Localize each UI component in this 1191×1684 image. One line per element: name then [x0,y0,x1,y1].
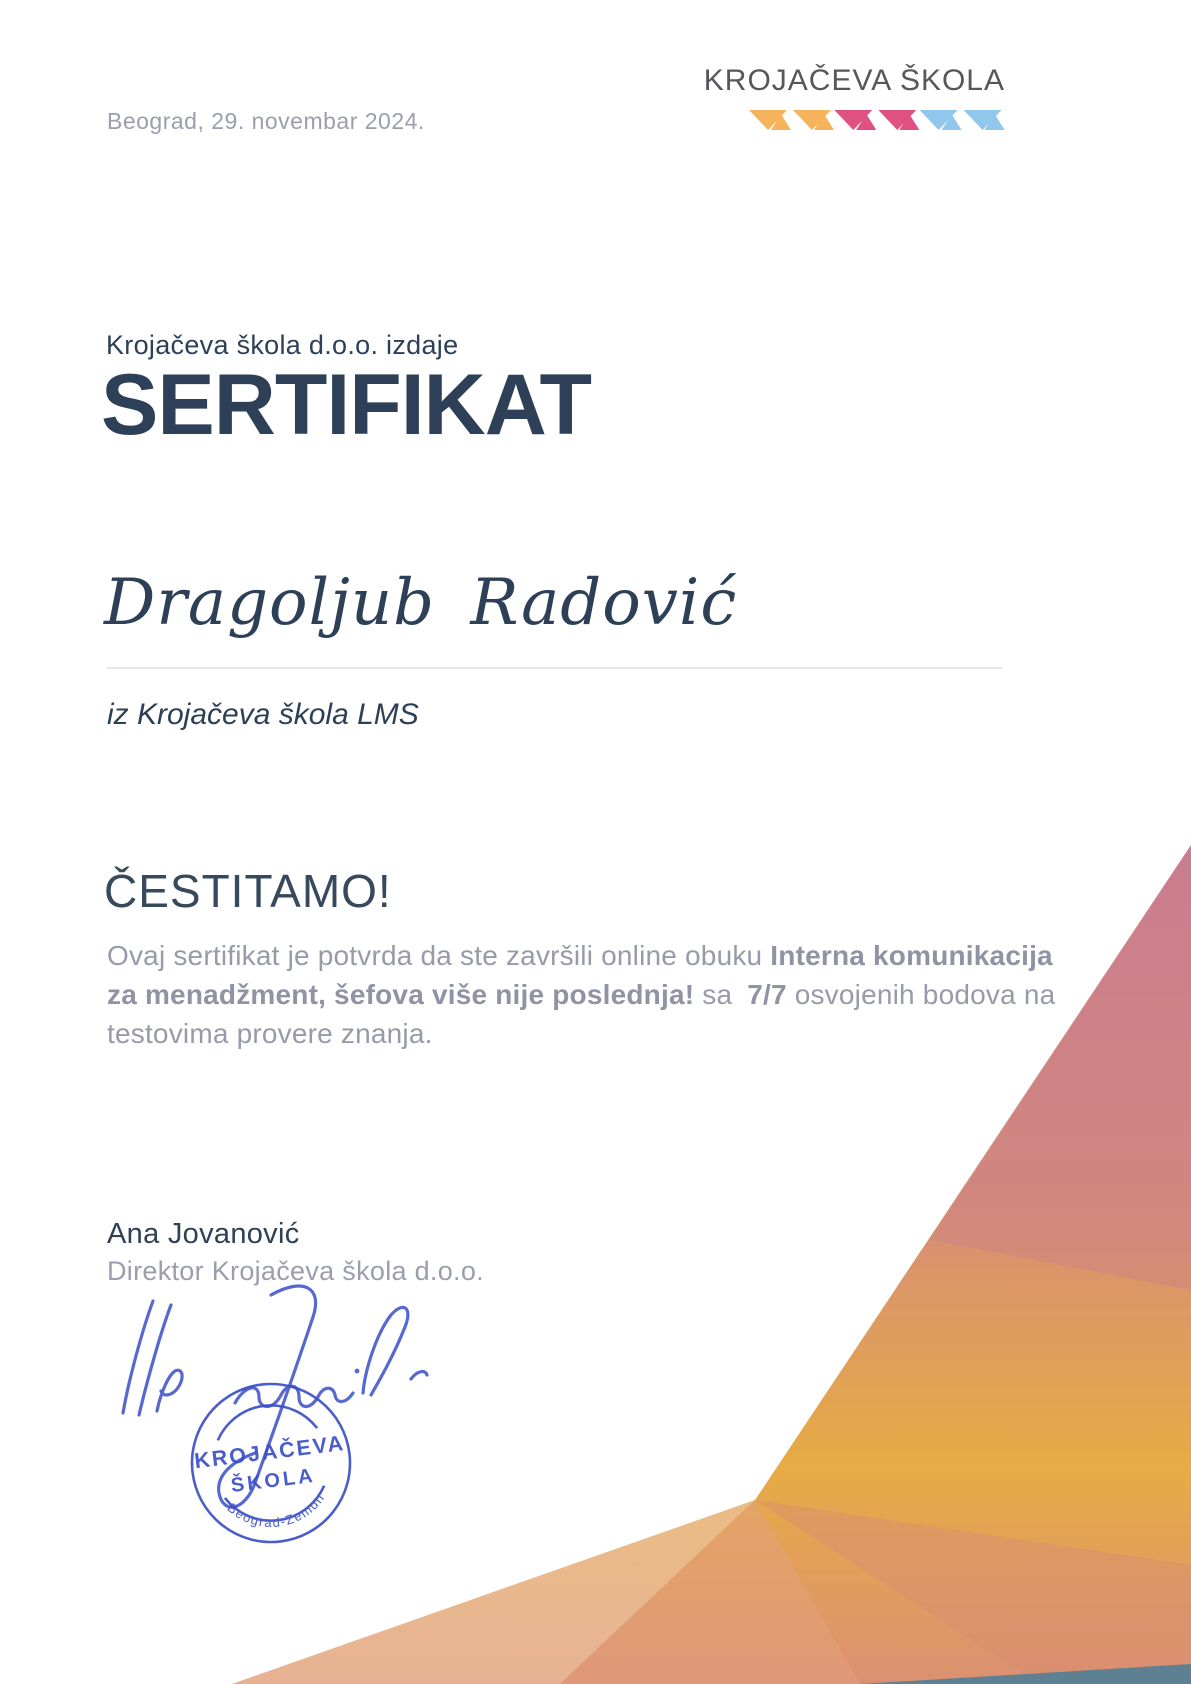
stamp-text-line1: KROJAČEVA [193,1430,347,1474]
round-stamp-icon [183,1375,359,1551]
signature-stamp-area [95,1283,475,1568]
body-text: sa [694,979,741,1010]
recipient-name: Dragoljub Radović [104,566,738,640]
score-value: 7/7 [747,979,787,1010]
issuer-line: Krojačeva škola d.o.o. izdaje [106,330,459,360]
stamp-arc-text: Beograd-Zemun [224,1490,328,1531]
triangle-group-blue [920,110,1005,130]
recipient-origin: iz Krojačeva škola LMS [107,698,419,731]
body-text: Ovaj sertifikat je potvrda da ste završili online obuku [107,940,771,971]
triangle-group-pink [834,110,919,130]
triangle-group-orange [749,110,834,130]
body-text: osvojenih bodova na testovima provere znanja. [107,979,1056,1049]
brand-logo-text: KROJAČEVA ŠKOLA [703,64,1005,97]
place-date: Beograd, 29. novembar 2024. [107,108,425,134]
body-paragraph [107,936,1067,1053]
brand-triangle-band-icon [749,110,1005,131]
signer-name: Ana Jovanović [107,1218,300,1250]
course-title: Interna komunikacija za menadžment, šefova više nije poslednja! [107,940,1053,1010]
name-underline [107,667,1002,669]
certificate-title: SERTIFIKAT [101,357,592,453]
signer-role: Direktor Krojačeva škola d.o.o. [107,1256,484,1286]
stamp-text-line2: ŠKOLA [229,1464,317,1497]
congrats-heading: ČESTITAMO! [104,865,392,917]
